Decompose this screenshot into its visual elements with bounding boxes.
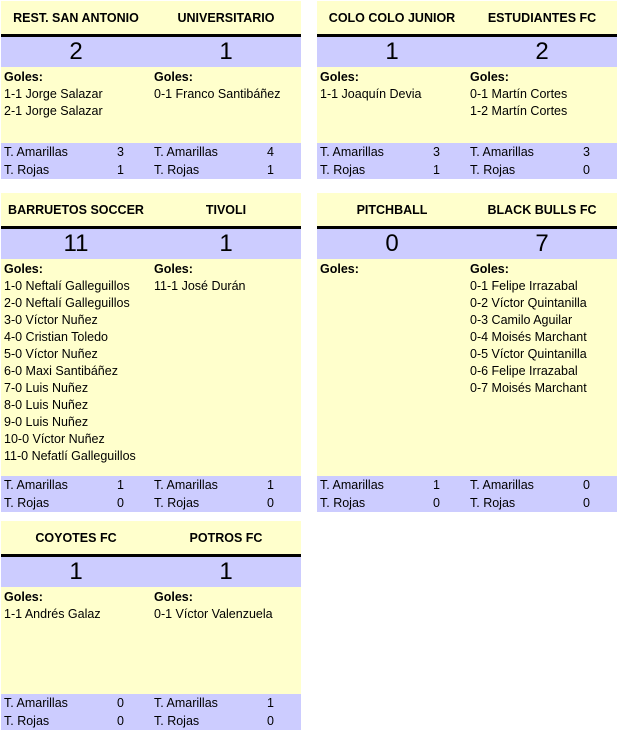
red-cards-row: [320, 494, 467, 512]
home-team-name: BARRUETOS SOCCER: [8, 202, 144, 217]
yellow-cards-row: [4, 143, 151, 161]
goals-label: Goles:: [154, 262, 193, 276]
away-score: 1: [219, 230, 233, 257]
away-team-name: POTROS FC: [189, 530, 263, 545]
away-yellow-count: 1: [267, 478, 274, 492]
goal-entry: 7-0 Luis Nuñez: [4, 381, 89, 395]
away-goal-list: [470, 86, 617, 120]
goal-entry: 3-0 Víctor Nuñez: [4, 313, 98, 327]
away-goal-list: [154, 278, 301, 295]
goal-entry: 6-0 Maxi Santibáñez: [4, 364, 118, 378]
goal-entry: 8-0 Luis Nuñez: [4, 398, 89, 412]
home-yellow-count: 0: [117, 696, 124, 710]
away-score: 2: [535, 38, 549, 65]
away-score: 7: [535, 230, 549, 257]
home-cards: [317, 476, 467, 512]
yellow-cards-label: T. Amarillas: [4, 478, 68, 492]
yellow-cards-label: T. Amarillas: [320, 145, 384, 159]
yellow-cards-label: T. Amarillas: [154, 696, 218, 710]
yellow-cards-row: [4, 476, 151, 494]
yellow-cards-label: T. Amarillas: [470, 478, 534, 492]
yellow-cards-label: T. Amarillas: [154, 145, 218, 159]
red-cards-label: T. Rojas: [154, 163, 200, 177]
yellow-cards-row: [470, 143, 617, 161]
cards-section: [317, 476, 617, 512]
goal-entry: 0-1 Martín Cortes: [470, 87, 568, 101]
home-cards: [1, 476, 151, 512]
red-cards-row: [4, 494, 151, 512]
away-team-name: UNIVERSITARIO: [177, 10, 275, 25]
score-row: [1, 554, 301, 587]
goal-entry: 5-0 Víctor Nuñez: [4, 347, 98, 361]
match-card: [1, 1, 301, 179]
home-red-count: 1: [433, 163, 440, 177]
red-cards-row: [154, 161, 301, 179]
away-goal-list: [154, 606, 301, 623]
match-card: [317, 1, 617, 179]
home-red-count: 0: [117, 496, 124, 510]
away-yellow-count: 1: [267, 696, 274, 710]
home-score: 0: [385, 230, 399, 257]
goals-section: [317, 259, 617, 476]
yellow-cards-row: [320, 143, 467, 161]
home-yellow-count: 1: [433, 478, 440, 492]
yellow-cards-label: T. Amarillas: [470, 145, 534, 159]
away-cards: [151, 694, 301, 730]
red-cards-row: [154, 494, 301, 512]
red-cards-label: T. Rojas: [320, 163, 366, 177]
cards-section: [1, 143, 301, 179]
home-team-name: REST. SAN ANTONIO: [13, 10, 139, 25]
goals-label: Goles:: [154, 70, 193, 84]
goals-label: Goles:: [320, 262, 359, 276]
away-yellow-count: 0: [583, 478, 590, 492]
score-row: [317, 226, 617, 259]
yellow-cards-row: [154, 694, 301, 712]
home-yellow-count: 3: [117, 145, 124, 159]
goal-entry: 0-7 Moisés Marchant: [470, 381, 587, 395]
goal-entry: 9-0 Luis Nuñez: [4, 415, 89, 429]
goal-entry: 11-0 Nefatlí Galleguillos: [4, 449, 136, 463]
home-goal-list: [4, 86, 151, 120]
goals-section: [1, 259, 301, 476]
home-goals: [1, 67, 151, 143]
goal-entry: 2-1 Jorge Salazar: [4, 104, 103, 118]
away-score: 1: [219, 38, 233, 65]
red-cards-row: [470, 494, 617, 512]
yellow-cards-label: T. Amarillas: [4, 145, 68, 159]
teams-header: [1, 521, 301, 554]
score-row: [317, 34, 617, 67]
home-goal-list: [4, 606, 151, 623]
red-cards-label: T. Rojas: [470, 163, 516, 177]
red-cards-label: T. Rojas: [154, 496, 200, 510]
goal-entry: 0-2 Víctor Quintanilla: [470, 296, 587, 310]
away-yellow-count: 3: [583, 145, 590, 159]
goals-section: [317, 67, 617, 143]
score-row: [1, 226, 301, 259]
home-score: 1: [69, 558, 83, 585]
goals-label: Goles:: [4, 262, 43, 276]
home-goals: [1, 587, 151, 694]
yellow-cards-row: [320, 476, 467, 494]
goal-entry: 0-5 Víctor Quintanilla: [470, 347, 587, 361]
goal-entry: 4-0 Cristian Toledo: [4, 330, 108, 344]
home-cards: [1, 694, 151, 730]
cards-section: [317, 143, 617, 179]
away-cards: [151, 143, 301, 179]
goal-entry: 1-1 Andrés Galaz: [4, 607, 101, 621]
goals-label: Goles:: [4, 590, 43, 604]
away-cards: [467, 143, 617, 179]
yellow-cards-label: T. Amarillas: [320, 478, 384, 492]
goal-entry: 1-2 Martín Cortes: [470, 104, 568, 118]
red-cards-row: [4, 161, 151, 179]
teams-header: [1, 1, 301, 34]
goal-entry: 0-3 Camilo Aguilar: [470, 313, 573, 327]
home-goals: [317, 259, 467, 476]
goal-entry: 0-1 Víctor Valenzuela: [154, 607, 273, 621]
away-goal-list: [470, 278, 617, 397]
goal-entry: 1-1 Jorge Salazar: [4, 87, 103, 101]
goals-label: Goles:: [4, 70, 43, 84]
home-cards: [1, 143, 151, 179]
home-goal-list: [320, 86, 467, 103]
goal-entry: 1-1 Joaquín Devia: [320, 87, 422, 101]
red-cards-row: [470, 161, 617, 179]
yellow-cards-row: [470, 476, 617, 494]
home-red-count: 1: [117, 163, 124, 177]
away-team-name: BLACK BULLS FC: [487, 202, 597, 217]
goal-entry: 11-1 José Durán: [154, 279, 246, 293]
away-goals: [151, 587, 301, 694]
goal-entry: 1-0 Neftalí Galleguillos: [4, 279, 130, 293]
away-cards: [467, 476, 617, 512]
red-cards-label: T. Rojas: [4, 496, 50, 510]
match-card: [317, 193, 617, 512]
away-goal-list: [154, 86, 301, 103]
goals-section: [1, 587, 301, 694]
home-goals: [1, 259, 151, 476]
red-cards-row: [320, 161, 467, 179]
goals-label: Goles:: [320, 70, 359, 84]
home-team-name: COLO COLO JUNIOR: [328, 10, 456, 25]
away-yellow-count: 4: [267, 145, 274, 159]
home-yellow-count: 3: [433, 145, 440, 159]
away-team-name: TIVOLI: [205, 202, 247, 217]
away-red-count: 0: [267, 496, 274, 510]
away-team-name: ESTUDIANTES FC: [487, 10, 597, 25]
teams-header: [317, 1, 617, 34]
home-team-name: PITCHBALL: [356, 202, 428, 217]
match-card: [1, 521, 301, 730]
home-goal-list: [4, 278, 151, 465]
goal-entry: 10-0 Víctor Nuñez: [4, 432, 105, 446]
home-red-count: 0: [117, 714, 124, 728]
home-score: 2: [69, 38, 83, 65]
away-score: 1: [219, 558, 233, 585]
red-cards-row: [154, 712, 301, 730]
yellow-cards-label: T. Amarillas: [4, 696, 68, 710]
away-goals: [151, 67, 301, 143]
home-red-count: 0: [433, 496, 440, 510]
goal-entry: 0-4 Moisés Marchant: [470, 330, 587, 344]
home-cards: [317, 143, 467, 179]
goal-entry: 0-1 Franco Santibáñez: [154, 87, 281, 101]
away-goals: [151, 259, 301, 476]
goals-label: Goles:: [154, 590, 193, 604]
goals-label: Goles:: [470, 70, 509, 84]
goal-entry: 0-6 Felipe Irrazabal: [470, 364, 578, 378]
match-card: [1, 193, 301, 512]
away-goals: [467, 259, 617, 476]
away-red-count: 0: [583, 163, 590, 177]
cards-section: [1, 694, 301, 730]
yellow-cards-row: [154, 143, 301, 161]
goal-entry: 0-1 Felipe Irrazabal: [470, 279, 578, 293]
away-red-count: 0: [583, 496, 590, 510]
goals-label: Goles:: [470, 262, 509, 276]
home-team-name: COYOTES FC: [35, 530, 117, 545]
away-red-count: 0: [267, 714, 274, 728]
goals-section: [1, 67, 301, 143]
home-score: 1: [385, 38, 399, 65]
red-cards-label: T. Rojas: [154, 714, 200, 728]
red-cards-label: T. Rojas: [4, 714, 50, 728]
red-cards-row: [4, 712, 151, 730]
red-cards-label: T. Rojas: [4, 163, 50, 177]
home-score: 11: [63, 230, 89, 257]
away-cards: [151, 476, 301, 512]
yellow-cards-row: [4, 694, 151, 712]
teams-header: [317, 193, 617, 226]
goal-entry: 2-0 Neftalí Galleguillos: [4, 296, 130, 310]
cards-section: [1, 476, 301, 512]
red-cards-label: T. Rojas: [470, 496, 516, 510]
home-goals: [317, 67, 467, 143]
home-yellow-count: 1: [117, 478, 124, 492]
teams-header: [1, 193, 301, 226]
red-cards-label: T. Rojas: [320, 496, 366, 510]
yellow-cards-label: T. Amarillas: [154, 478, 218, 492]
score-row: [1, 34, 301, 67]
away-goals: [467, 67, 617, 143]
yellow-cards-row: [154, 476, 301, 494]
away-red-count: 1: [267, 163, 274, 177]
